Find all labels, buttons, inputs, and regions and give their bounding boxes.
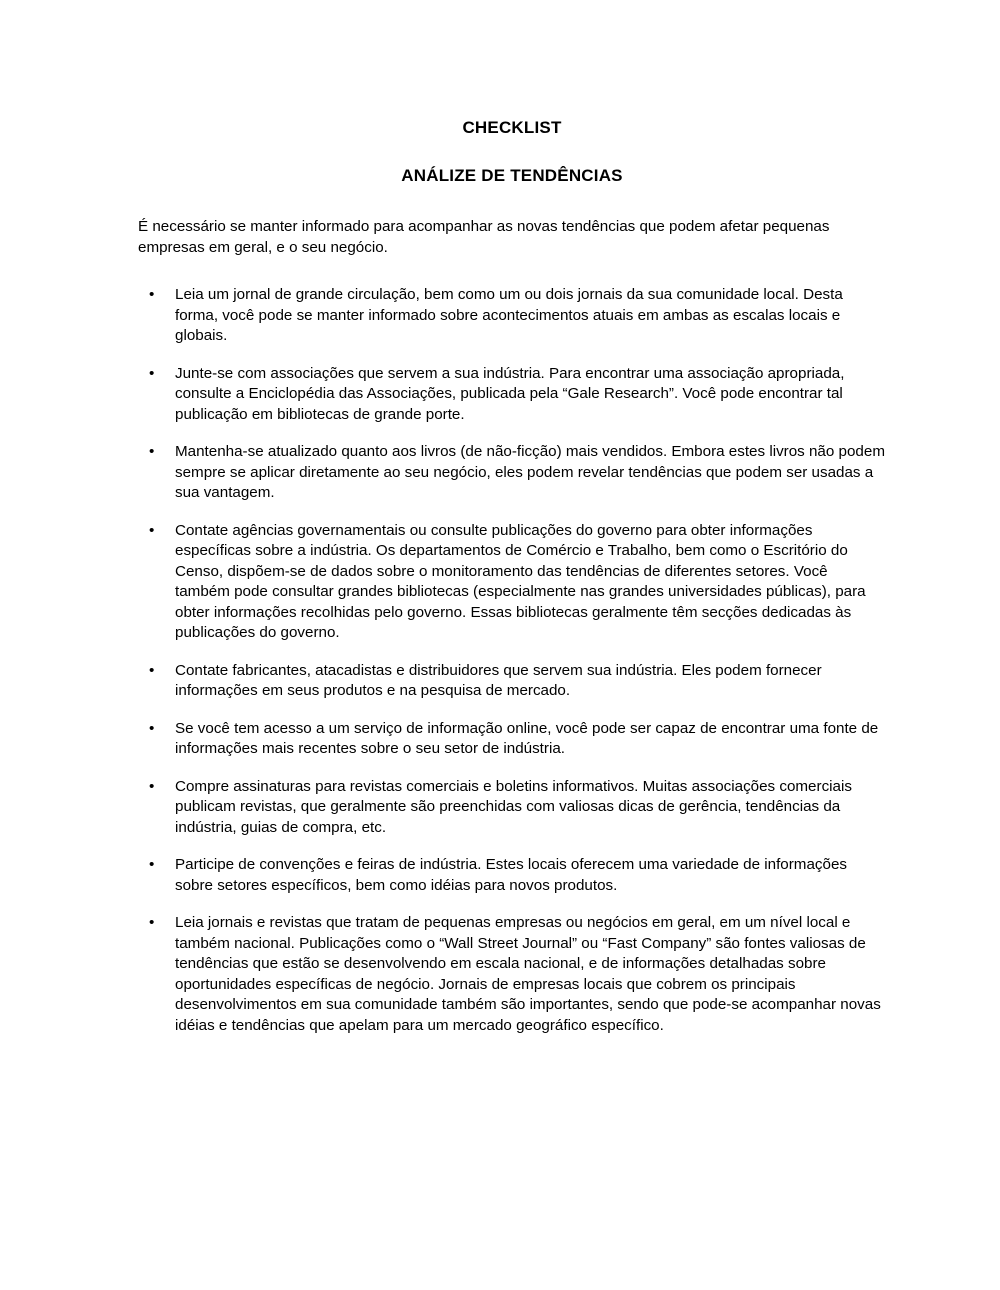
bullet-point-icon: • bbox=[149, 777, 155, 795]
document-content bbox=[138, 118, 886, 1036]
intro-paragraph: É necessário se manter informado para acompanhar as novas tendências que podem afetar pequenas empresas em geral, e o seu negócio. bbox=[138, 218, 830, 256]
list-item-text: Leia um jornal de grande circulação, bem como um ou dois jornais da sua comunidade local. Desta forma, você pode se manter informado sobre acontecimentos atuais em ambas as escalas locais e globais. bbox=[175, 286, 843, 344]
bullet-point-icon: • bbox=[149, 856, 155, 873]
bullet-point-icon: • bbox=[149, 661, 155, 679]
list-item-text: Se você tem acesso a um serviço de informação online, você pode ser capaz de encontrar uma fonte de informações mais recentes sobre o seu setor de indústria. bbox=[175, 719, 879, 757]
list-item bbox=[138, 521, 886, 644]
page-title: CHECKLIST bbox=[462, 118, 562, 137]
bullet-point-icon: • bbox=[149, 914, 155, 931]
list-item bbox=[138, 661, 886, 702]
list-item bbox=[138, 855, 886, 896]
bullet-point-icon: • bbox=[149, 286, 155, 303]
list-item-text: Junte-se com associações que servem a sua indústria. Para encontrar uma associação apropriada, consulte a Enciclopédia das Associações, publicada pela “Gale Research”. Você pode encontrar tal publicação em bibliotecas de grande porte. bbox=[175, 364, 845, 423]
list-item bbox=[138, 719, 886, 760]
bullet-point-icon: • bbox=[149, 719, 155, 737]
list-item bbox=[138, 285, 886, 347]
list-item bbox=[138, 777, 886, 839]
list-item bbox=[138, 364, 886, 426]
list-item bbox=[138, 442, 886, 504]
bullet-point-icon: • bbox=[149, 364, 155, 382]
list-item-text: Participe de convenções e feiras de indústria. Estes locais oferecem uma variedade de informações sobre setores específicos, bem como idéias para novos produtos. bbox=[175, 856, 847, 894]
bullet-point-icon: • bbox=[149, 521, 155, 539]
page-subtitle: ANÁLIZE DE TENDÊNCIAS bbox=[401, 166, 623, 185]
bullet-point-icon: • bbox=[149, 443, 155, 460]
list-item-text: Contate agências governamentais ou consulte publicações do governo para obter informações específicas sobre a indústria. Os departamentos de Comércio e Trabalho, bem como o Escritório do Censo, dispõem-se de dados sobre o monitoramento das tendências de diferentes setores. Você também pode consultar grandes bibliotecas (especialmente nas grandes universidades públicas), para obter informações recolhidas pelo governo. Essas bibliotecas geralmente têm secções dedicadas às publicações do governo. bbox=[175, 521, 866, 641]
checklist-items bbox=[138, 285, 886, 1036]
list-item bbox=[138, 913, 886, 1036]
list-item-text: Mantenha-se atualizado quanto aos livros (de não-ficção) mais vendidos. Embora estes livros não podem sempre se aplicar diretamente ao seu negócio, eles podem revelar tendências que podem ser usadas a sua vantagem. bbox=[175, 443, 885, 501]
list-item-text: Contate fabricantes, atacadistas e distribuidores que servem sua indústria. Eles podem fornecer informações em seus produtos e na pesquisa de mercado. bbox=[175, 661, 822, 699]
list-item-text: Compre assinaturas para revistas comerciais e boletins informativos. Muitas associações comerciais publicam revistas, que geralmente são preenchidas com valiosas dicas de gerência, tendências da indústria, guias de compra, etc. bbox=[175, 777, 852, 836]
list-item-text: Leia jornais e revistas que tratam de pequenas empresas ou negócios em geral, em um nível local e também nacional. Publicações como o “Wall Street Journal” ou “Fast Company” são fontes valiosas de tendências que estão se desenvolvendo em escala nacional, e de informações detalhadas sobre oportunidades específicas de negócio. Jornais de empresas locais que cobrem os principais desenvolvimentos em sua comunidade também são importantes, sendo que pode-se acompanhar novas idéias e tendências que apelam para um mercado geográfico específico. bbox=[175, 914, 881, 1034]
